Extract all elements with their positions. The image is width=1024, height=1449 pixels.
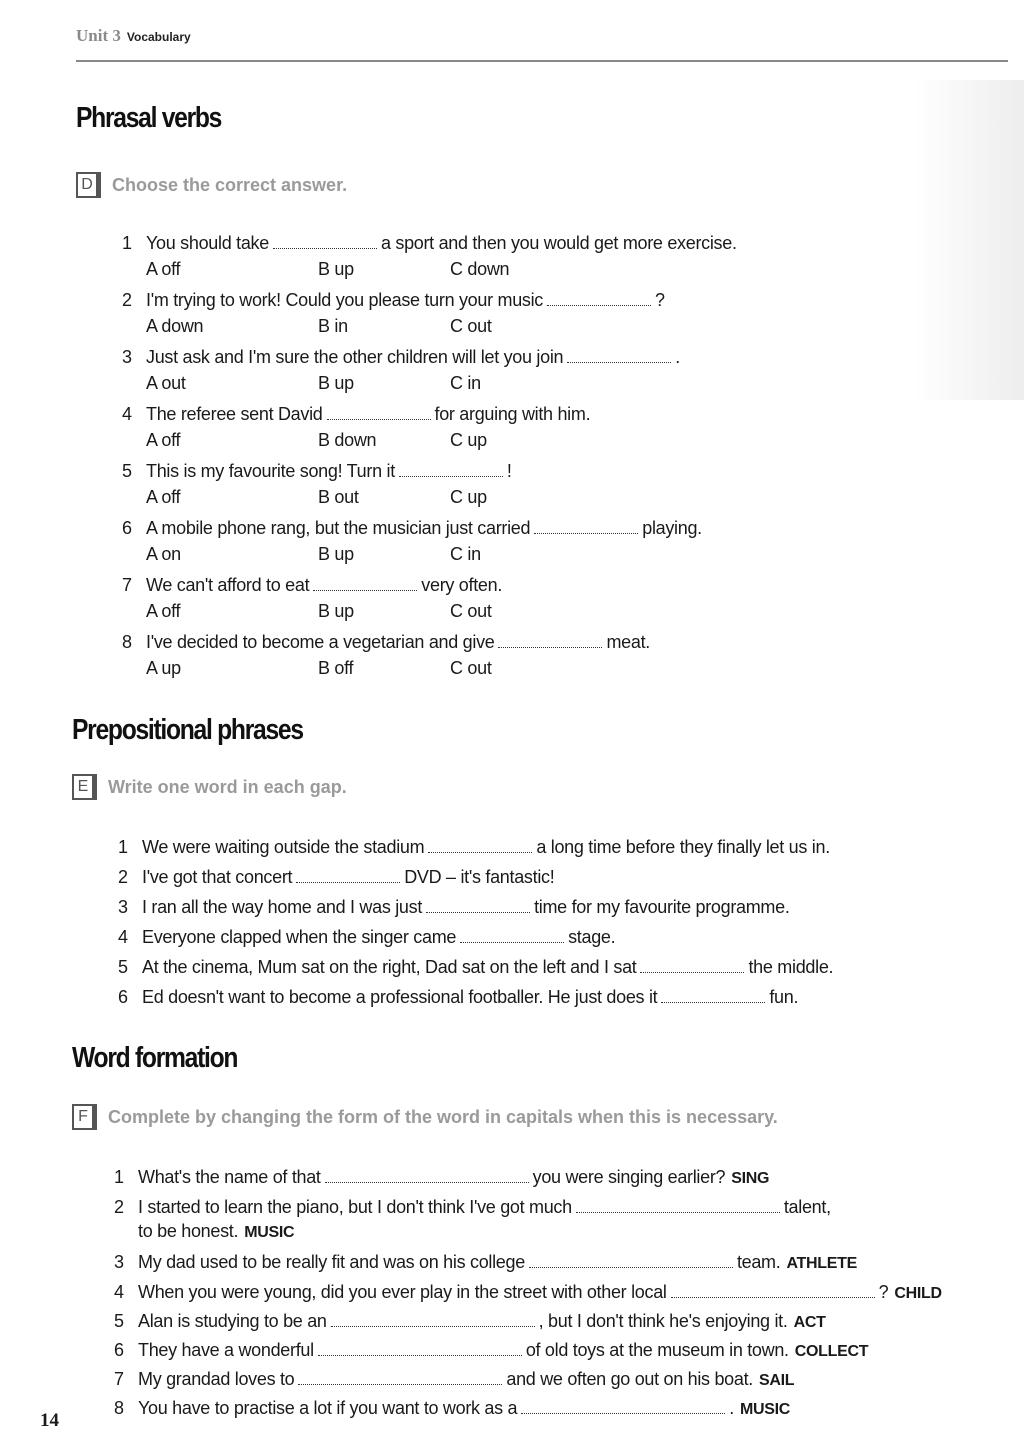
task-instruction: Choose the correct answer. bbox=[112, 174, 348, 195]
answer-gap[interactable] bbox=[661, 988, 765, 1003]
question-number: 5 bbox=[114, 1311, 124, 1331]
question-text: They have a wonderful of old toys at the museum in town. COLLECT bbox=[138, 1340, 869, 1360]
question-text: Ed doesn't want to become a professional footballer. He just does it fun. bbox=[142, 987, 799, 1007]
answer-gap[interactable] bbox=[529, 1253, 733, 1268]
question-text-line2: to be honest. MUSIC bbox=[138, 1221, 295, 1241]
answer-gap[interactable] bbox=[426, 898, 530, 913]
answer-gap[interactable] bbox=[567, 348, 671, 363]
answer-gap[interactable] bbox=[547, 291, 651, 306]
question-number: 6 bbox=[118, 987, 128, 1007]
option-c[interactable]: C up bbox=[450, 487, 487, 507]
option-c[interactable]: C in bbox=[450, 544, 481, 564]
answer-gap[interactable] bbox=[298, 1370, 502, 1385]
question-text: I'm trying to work! Could you please turn your music ? bbox=[146, 290, 665, 310]
capitals-word: ATHLETE bbox=[786, 1255, 857, 1272]
answer-gap[interactable] bbox=[498, 633, 602, 648]
option-b[interactable]: B out bbox=[318, 487, 359, 507]
task-letter-box: E bbox=[72, 774, 94, 800]
option-c[interactable]: C out bbox=[450, 658, 492, 678]
question-number: 1 bbox=[118, 837, 128, 857]
option-a[interactable]: A up bbox=[146, 658, 181, 678]
question-text: You have to practise a lot if you want to work as a . MUSIC bbox=[138, 1398, 791, 1418]
answer-gap[interactable] bbox=[327, 405, 431, 420]
question-number: 5 bbox=[118, 957, 128, 977]
page-header bbox=[76, 26, 1008, 62]
question-text: The referee sent David for arguing with him. bbox=[146, 404, 591, 424]
capitals-word: SING bbox=[731, 1170, 770, 1187]
option-c[interactable]: C up bbox=[450, 430, 487, 450]
capitals-word: SAIL bbox=[758, 1372, 795, 1389]
answer-gap[interactable] bbox=[331, 1312, 535, 1327]
capitals-word: MUSIC bbox=[244, 1224, 295, 1241]
question-number: 5 bbox=[122, 461, 132, 481]
option-a[interactable]: A off bbox=[146, 430, 181, 450]
capitals-word: MUSIC bbox=[739, 1401, 791, 1418]
answer-gap[interactable] bbox=[534, 519, 638, 534]
task-instruction: Write one word in each gap. bbox=[108, 776, 347, 797]
question-text: I've decided to become a vegetarian and give meat. bbox=[146, 632, 651, 652]
answer-gap[interactable] bbox=[318, 1341, 522, 1356]
answer-gap[interactable] bbox=[521, 1399, 725, 1414]
question-text: At the cinema, Mum sat on the right, Dad sat on the left and I sat the middle. bbox=[142, 957, 834, 977]
option-a[interactable]: A on bbox=[146, 544, 181, 564]
option-b[interactable]: B up bbox=[318, 259, 354, 279]
option-c[interactable]: C out bbox=[450, 601, 492, 621]
option-b[interactable]: B down bbox=[318, 430, 377, 450]
answer-gap[interactable] bbox=[428, 838, 532, 853]
section-title-phrasal-verbs: Phrasal verbs bbox=[76, 102, 222, 134]
capitals-word: CHILD bbox=[894, 1285, 942, 1302]
option-a[interactable]: A down bbox=[146, 316, 204, 336]
section-label: Vocabulary bbox=[126, 30, 191, 44]
section-title-prepositional-phrases: Prepositional phrases bbox=[72, 714, 303, 746]
task-f bbox=[72, 1104, 778, 1132]
question-number: 6 bbox=[114, 1340, 124, 1360]
option-a[interactable]: A off bbox=[146, 259, 181, 279]
option-a[interactable]: A off bbox=[146, 601, 181, 621]
question-number: 8 bbox=[122, 632, 132, 652]
question-number: 3 bbox=[118, 897, 128, 917]
question-number: 4 bbox=[122, 404, 132, 424]
question-text: You should take a sport and then you would get more exercise. bbox=[146, 233, 737, 253]
question-number: 1 bbox=[122, 233, 132, 253]
question-text: What's the name of that you were singing earlier? SING bbox=[138, 1167, 770, 1187]
section-title-word-formation: Word formation bbox=[72, 1042, 238, 1074]
task-d bbox=[76, 172, 347, 200]
option-b[interactable]: B up bbox=[318, 544, 354, 564]
option-a[interactable]: A off bbox=[146, 487, 181, 507]
question-text: I've got that concert DVD – it's fantastic! bbox=[142, 867, 555, 887]
question-number: 4 bbox=[114, 1282, 124, 1302]
question-number: 2 bbox=[122, 290, 132, 310]
question-text: When you were young, did you ever play in the street with other local ? CHILD bbox=[138, 1282, 942, 1302]
option-b[interactable]: B in bbox=[318, 316, 348, 336]
option-c[interactable]: C in bbox=[450, 373, 481, 393]
page-edge-shadow bbox=[914, 80, 1024, 400]
question-text: I started to learn the piano, but I don't think I've got much talent, bbox=[138, 1197, 831, 1217]
answer-gap[interactable] bbox=[460, 928, 564, 943]
question-text: Just ask and I'm sure the other children will let you join . bbox=[146, 347, 680, 367]
question-number: 3 bbox=[122, 347, 132, 367]
question-text: I ran all the way home and I was just time for my favourite programme. bbox=[142, 897, 790, 917]
question-text: Everyone clapped when the singer came stage. bbox=[142, 927, 616, 947]
question-text: My dad used to be really fit and was on his college team. ATHLETE bbox=[138, 1252, 857, 1272]
question-number: 1 bbox=[114, 1167, 124, 1187]
option-c[interactable]: C down bbox=[450, 259, 510, 279]
page-number: 14 bbox=[40, 1410, 59, 1431]
question-number: 3 bbox=[114, 1252, 124, 1272]
question-text: This is my favourite song! Turn it ! bbox=[146, 461, 512, 481]
answer-gap[interactable] bbox=[273, 234, 377, 249]
option-b[interactable]: B off bbox=[318, 658, 354, 678]
answer-gap[interactable] bbox=[576, 1198, 780, 1213]
answer-gap[interactable] bbox=[325, 1168, 529, 1183]
answer-gap[interactable] bbox=[640, 958, 744, 973]
answer-gap[interactable] bbox=[671, 1283, 875, 1298]
question-text: Alan is studying to be an , but I don't think he's enjoying it. ACT bbox=[138, 1311, 826, 1331]
task-e bbox=[72, 774, 347, 802]
answer-gap[interactable] bbox=[313, 576, 417, 591]
answer-gap[interactable] bbox=[296, 868, 400, 883]
question-text: A mobile phone rang, but the musician just carried playing. bbox=[146, 518, 702, 538]
task-instruction: Complete by changing the form of the word in capitals when this is necessary. bbox=[108, 1106, 778, 1127]
question-text: My grandad loves to and we often go out on his boat. SAIL bbox=[138, 1369, 795, 1389]
unit-label: Unit 3 bbox=[76, 26, 121, 45]
question-number: 2 bbox=[118, 867, 128, 887]
question-number: 2 bbox=[114, 1197, 124, 1217]
option-a[interactable]: A out bbox=[146, 373, 186, 393]
question-text: We were waiting outside the stadium a long time before they finally let us in. bbox=[142, 837, 830, 857]
option-b[interactable]: B up bbox=[318, 373, 354, 393]
capitals-word: ACT bbox=[793, 1314, 826, 1331]
question-number: 7 bbox=[122, 575, 132, 595]
question-number: 7 bbox=[114, 1369, 124, 1389]
task-letter-box: F bbox=[72, 1104, 94, 1130]
question-number: 4 bbox=[118, 927, 128, 947]
question-number: 8 bbox=[114, 1398, 124, 1418]
option-b[interactable]: B up bbox=[318, 601, 354, 621]
task-letter-box: D bbox=[76, 172, 98, 198]
question-number: 6 bbox=[122, 518, 132, 538]
question-text: We can't afford to eat very often. bbox=[146, 575, 503, 595]
option-c[interactable]: C out bbox=[450, 316, 492, 336]
capitals-word: COLLECT bbox=[794, 1343, 869, 1360]
answer-gap[interactable] bbox=[399, 462, 503, 477]
